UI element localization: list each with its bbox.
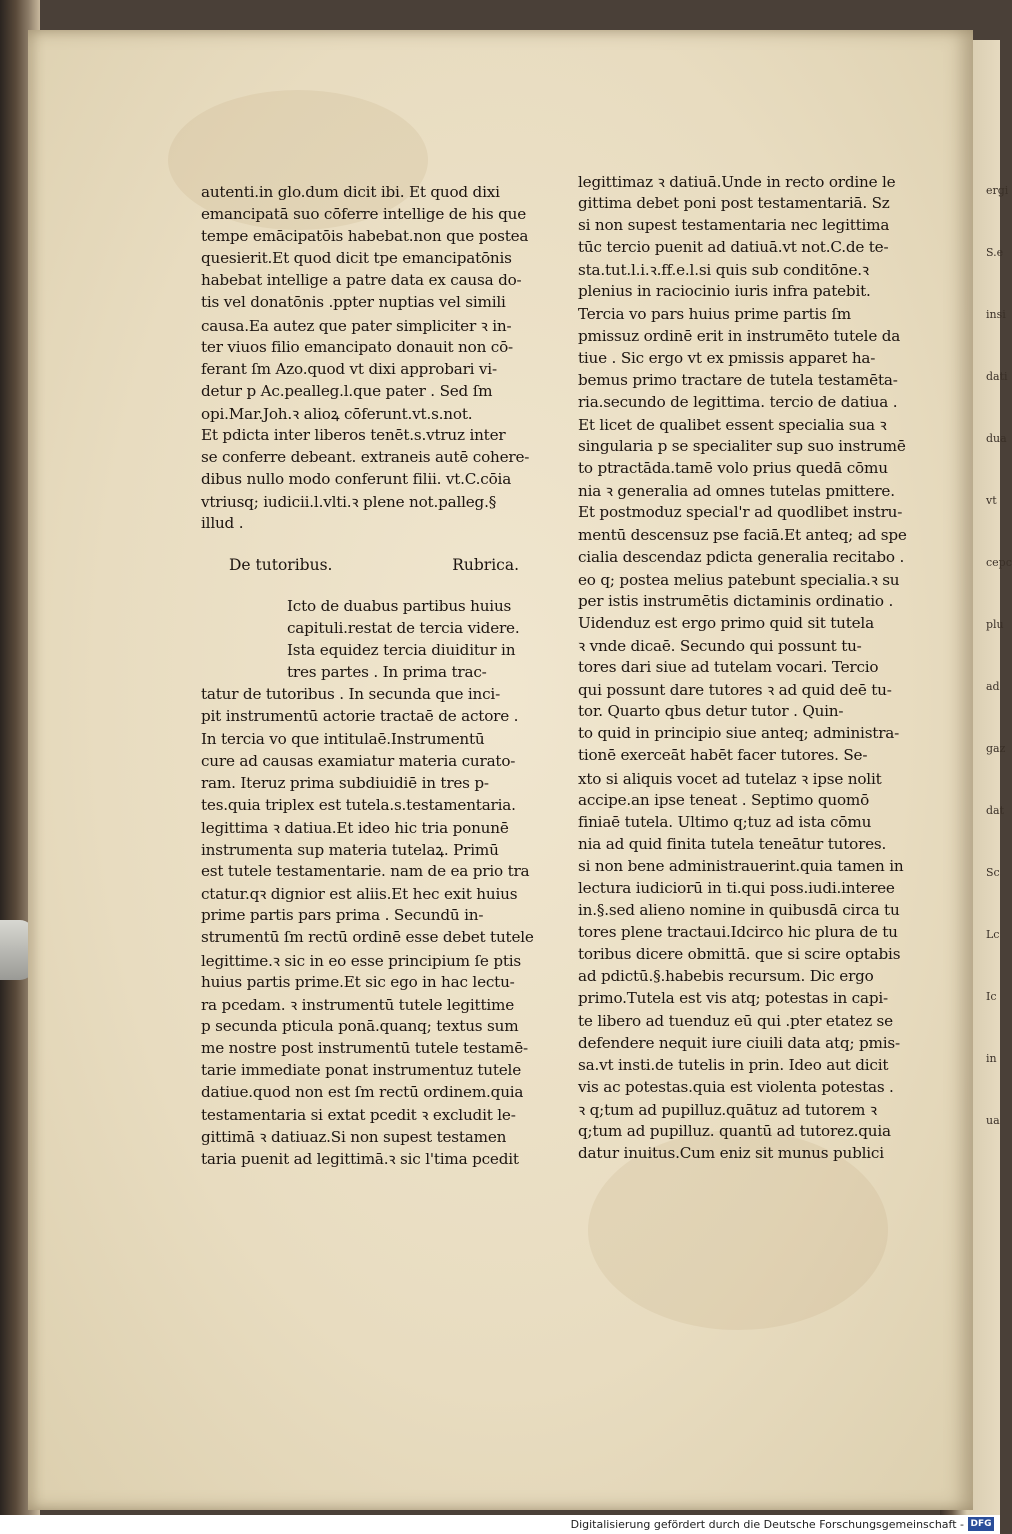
text-line: defendere nequit iure ciuili data atq; pmis-	[578, 1033, 900, 1052]
text-line: ram. Iteruz prima subdiuidiē in tres p-	[201, 773, 489, 792]
text-line: quesierit.Et quod dicit tpe emancipatōnis	[201, 249, 512, 268]
text-line: gittima debet poni post testamentariā. Sz	[578, 194, 890, 213]
text-line: ra pcedam. ꝛ instrumentū tutele legittime	[201, 995, 515, 1014]
gutter-fragment: dua	[986, 432, 1007, 445]
text-line: primo.Tutela est vis atq; potestas in capi-	[578, 989, 888, 1008]
gutter-fragment: cepc	[986, 556, 1012, 569]
text-line: capituli.restat de tercia videre.	[287, 619, 520, 638]
text-line: Et licet de qualibet essent specialia sua ꝛ	[578, 416, 887, 435]
text-line: legittimaz ꝛ datiuā.Unde in recto ordine le	[578, 173, 896, 191]
gutter-fragment: Sc	[986, 866, 1000, 879]
right-column-text	[578, 172, 907, 1166]
gutter-fragment: ad	[986, 680, 1000, 693]
gutter-fragment: in	[986, 1052, 997, 1065]
gutter-fragments	[986, 180, 1012, 1172]
text-line: Uidenduz est ergo primo quid sit tutela	[578, 613, 874, 632]
heading-rubric: Rubrica.	[452, 556, 519, 574]
text-line: taria puenit ad legittimā.ꝛ sic l'tima pcedit	[201, 1150, 519, 1169]
text-line: singularia p se specialiter sup suo instrumē	[578, 437, 906, 456]
text-line: in.§.sed alieno nomine in quibusdā circa tu	[578, 901, 900, 920]
text-line: me nostre post instrumentū tutele testamē-	[201, 1038, 528, 1057]
text-line: autenti.in glo.dum dicit ibi. Et quod dixi	[201, 183, 500, 201]
text-line: ria.secundo de legittima. tercio de datiua .	[578, 392, 898, 411]
text-line: ctatur.qꝛ dignior est aliis.Et hec exit huius	[201, 885, 518, 904]
text-line: si non supest testamentaria nec legittima	[578, 216, 890, 235]
gutter-fragment: Lc	[986, 928, 1000, 941]
text-line: pmissuz ordinē erit in instrumēto tutele da	[578, 326, 901, 345]
gutter-fragment: insi	[986, 308, 1006, 321]
dfg-logo: DFG	[968, 1517, 994, 1531]
text-line: dibus nullo modo conferunt filii. vt.C.cōia	[201, 470, 512, 489]
text-line: Ista equidez tercia diuiditur in	[287, 641, 516, 660]
text-line: testamentaria si extat pcedit ꝛ excludit le-	[201, 1106, 516, 1125]
rubric-heading	[229, 556, 519, 574]
left-column-top-text	[201, 183, 530, 537]
text-line: instrumenta sup materia tutelaꝝ. Primū	[201, 841, 499, 860]
text-line: cialia descendaz pdicta generalia recitabo .	[578, 547, 905, 566]
text-line: gittimā ꝛ datiuaz.Si non supest testamen	[201, 1128, 507, 1147]
text-line: tores plene tractaui.Idcirco hic plura de tu	[578, 923, 898, 942]
text-line: datiue.quod non est ſm rectū ordinem.quia	[201, 1083, 524, 1102]
text-line: pit instrumentū actorie tractaē de actore .	[201, 707, 519, 726]
text-line: lectura iudiciorū in ti.qui poss.iudi.interee	[578, 879, 895, 897]
text-line: xto si aliquis vocet ad tutelaz ꝛ ipse nolit	[578, 769, 882, 788]
text-line: Icto de duabus partibus huius	[287, 597, 512, 615]
left-column-lower-text	[201, 597, 534, 1171]
text-line: emancipatā suo cōferre intellige de his que	[201, 205, 527, 224]
text-line: habebat intellige a patre data ex causa do-	[201, 271, 522, 290]
text-line: eo q; postea melius patebunt specialia.ꝛ su	[578, 570, 900, 589]
gutter-fragment: vt	[986, 494, 997, 507]
text-line: ꝛ q;tum ad pupilluz.quātuz ad tutorem ꝛ	[578, 1100, 877, 1119]
text-line: ad pdictū.§.habebis recursum. Dic ergo	[578, 967, 874, 986]
heading-title: De tutoribus.	[229, 556, 333, 574]
text-line: qui possunt dare tutores ꝛ ad quid deē tu-	[578, 681, 892, 700]
text-line: si non bene administrauerint.quia tamen in	[578, 856, 904, 875]
text-line: tūc tercio puenit ad datiuā.vt not.C.de te-	[578, 238, 889, 257]
text-line: tor. Quarto qbus detur tutor . Quin-	[578, 702, 844, 721]
text-line: se conferre debeant. extraneis autē cohere-	[201, 448, 530, 467]
text-line: vtriusq; iudicii.l.vlti.ꝛ plene not.palleg.§	[201, 493, 497, 512]
text-line: ferant ſm Azo.quod vt dixi approbari vi-	[201, 359, 497, 378]
text-line: vis ac potestas.quia est violenta potestas .	[578, 1077, 894, 1096]
footer-credit: Digitalisierung gefördert durch die Deutsche Forschungsgemeinschaft -	[570, 1518, 964, 1531]
gutter-fragment: ua	[986, 1114, 1000, 1127]
text-line: p secunda pticula ponā.quanq; textus sum	[201, 1016, 519, 1035]
text-line: per istis instrumētis dictaminis ordinatio .	[578, 591, 894, 610]
text-line: ꝛ vnde dicaē. Secundo qui possunt tu-	[578, 636, 862, 655]
text-line: tiue . Sic ergo vt ex pmissis apparet ha-	[578, 348, 876, 367]
text-line: prime partis pars prima . Secundū in-	[201, 906, 484, 925]
gutter-fragment: dat	[986, 804, 1005, 817]
text-line: In tercia vo que intitulaē.Instrumentū	[201, 729, 485, 748]
text-line: to ptractāda.tamē volo prius quedā cōmu	[578, 459, 888, 478]
text-line: to quid in principio siue anteq; administra-	[578, 724, 900, 743]
text-line: sa.vt insti.de tutelis in prin. Ideo aut dicit	[578, 1055, 889, 1074]
text-line: finiaē tutela. Ultimo q;tuz ad ista cōmu	[578, 812, 872, 831]
text-line: q;tum ad pupilluz. quantū ad tutorez.quia	[578, 1122, 891, 1141]
text-line: ter viuos filio emancipato donauit non cō-	[201, 337, 513, 356]
text-line: tores dari siue ad tutelam vocari. Tercio	[578, 658, 879, 677]
text-line: Et pdicta inter liberos tenēt.s.vtruz inter	[201, 426, 506, 445]
gutter-fragment: Ic	[986, 990, 997, 1003]
text-line: sta.tut.l.i.ꝛ.ff.e.l.si quis sub conditōne.ꝛ	[578, 261, 869, 280]
text-line: causa.Ea autez que pater simpliciter ꝛ in-	[201, 316, 512, 335]
text-line: tionē exerceāt habēt facer tutores. Se-	[578, 746, 868, 765]
text-line: tres partes . In prima trac-	[287, 663, 487, 682]
text-line: cure ad causas examiatur materia curato-	[201, 751, 516, 770]
text-line: detur p Ac.pealleg.l.que pater . Sed ſm	[201, 381, 493, 400]
text-line: bemus primo tractare de tutela testamēta-	[578, 370, 898, 389]
text-line: Et postmoduz special'r ad quodlibet instru-	[578, 503, 903, 522]
text-line: opi.Mar.Joh.ꝛ alioꝝ cōferunt.vt.s.not.	[201, 404, 473, 423]
text-line: tatur de tutoribus . In secunda que inci-	[201, 685, 501, 704]
gutter-fragment: plu	[986, 618, 1004, 631]
text-line: nia ad quid finita tutela teneātur tutores.	[578, 834, 887, 853]
text-line: strumentū ſm rectū ordinē esse debet tutele	[201, 928, 534, 947]
gutter-fragment: ergi	[986, 184, 1009, 197]
text-line: te libero ad tuenduz eū qui .pter etatez se	[578, 1011, 893, 1030]
gutter-fragment: S.e	[986, 246, 1004, 259]
text-line: accipe.an ipse teneat . Septimo quomō	[578, 790, 870, 809]
gutter-fragment: gaz	[986, 742, 1006, 755]
text-line: datur inuitus.Cum eniz sit munus publici	[578, 1144, 884, 1163]
text-line: huius partis prime.Et sic ego in hac lectu-	[201, 972, 515, 991]
text-line: illud .	[201, 514, 244, 533]
text-line: tis vel donatōnis .ppter nuptias vel simili	[201, 293, 506, 312]
text-line: Tercia vo pars huius prime partis ſm	[578, 304, 851, 323]
text-line: tes.quia triplex est tutela.s.testamentaria.	[201, 795, 516, 814]
text-line: est tutele testamentarie. nam de ea prio tra	[201, 862, 530, 881]
text-line: legittime.ꝛ sic in eo esse principium ſe ptis	[201, 951, 522, 970]
text-line: tempe emācipatōis habebat.non que postea	[201, 227, 529, 246]
gutter-fragment: dati	[986, 370, 1008, 383]
text-line: nia ꝛ generalia ad omnes tutelas pmittere.	[578, 482, 895, 501]
text-line: tarie immediate ponat instrumentuz tutele	[201, 1060, 522, 1079]
text-line: mentū descensuz pse faciā.Et anteq; ad spe	[578, 525, 907, 544]
text-line: plenius in raciocinio iuris infra patebit.	[578, 282, 871, 301]
text-line: toribus dicere obmittā. que si scire optabis	[578, 945, 901, 964]
text-line: legittima ꝛ datiua.Et ideo hic tria ponunē	[201, 818, 509, 837]
